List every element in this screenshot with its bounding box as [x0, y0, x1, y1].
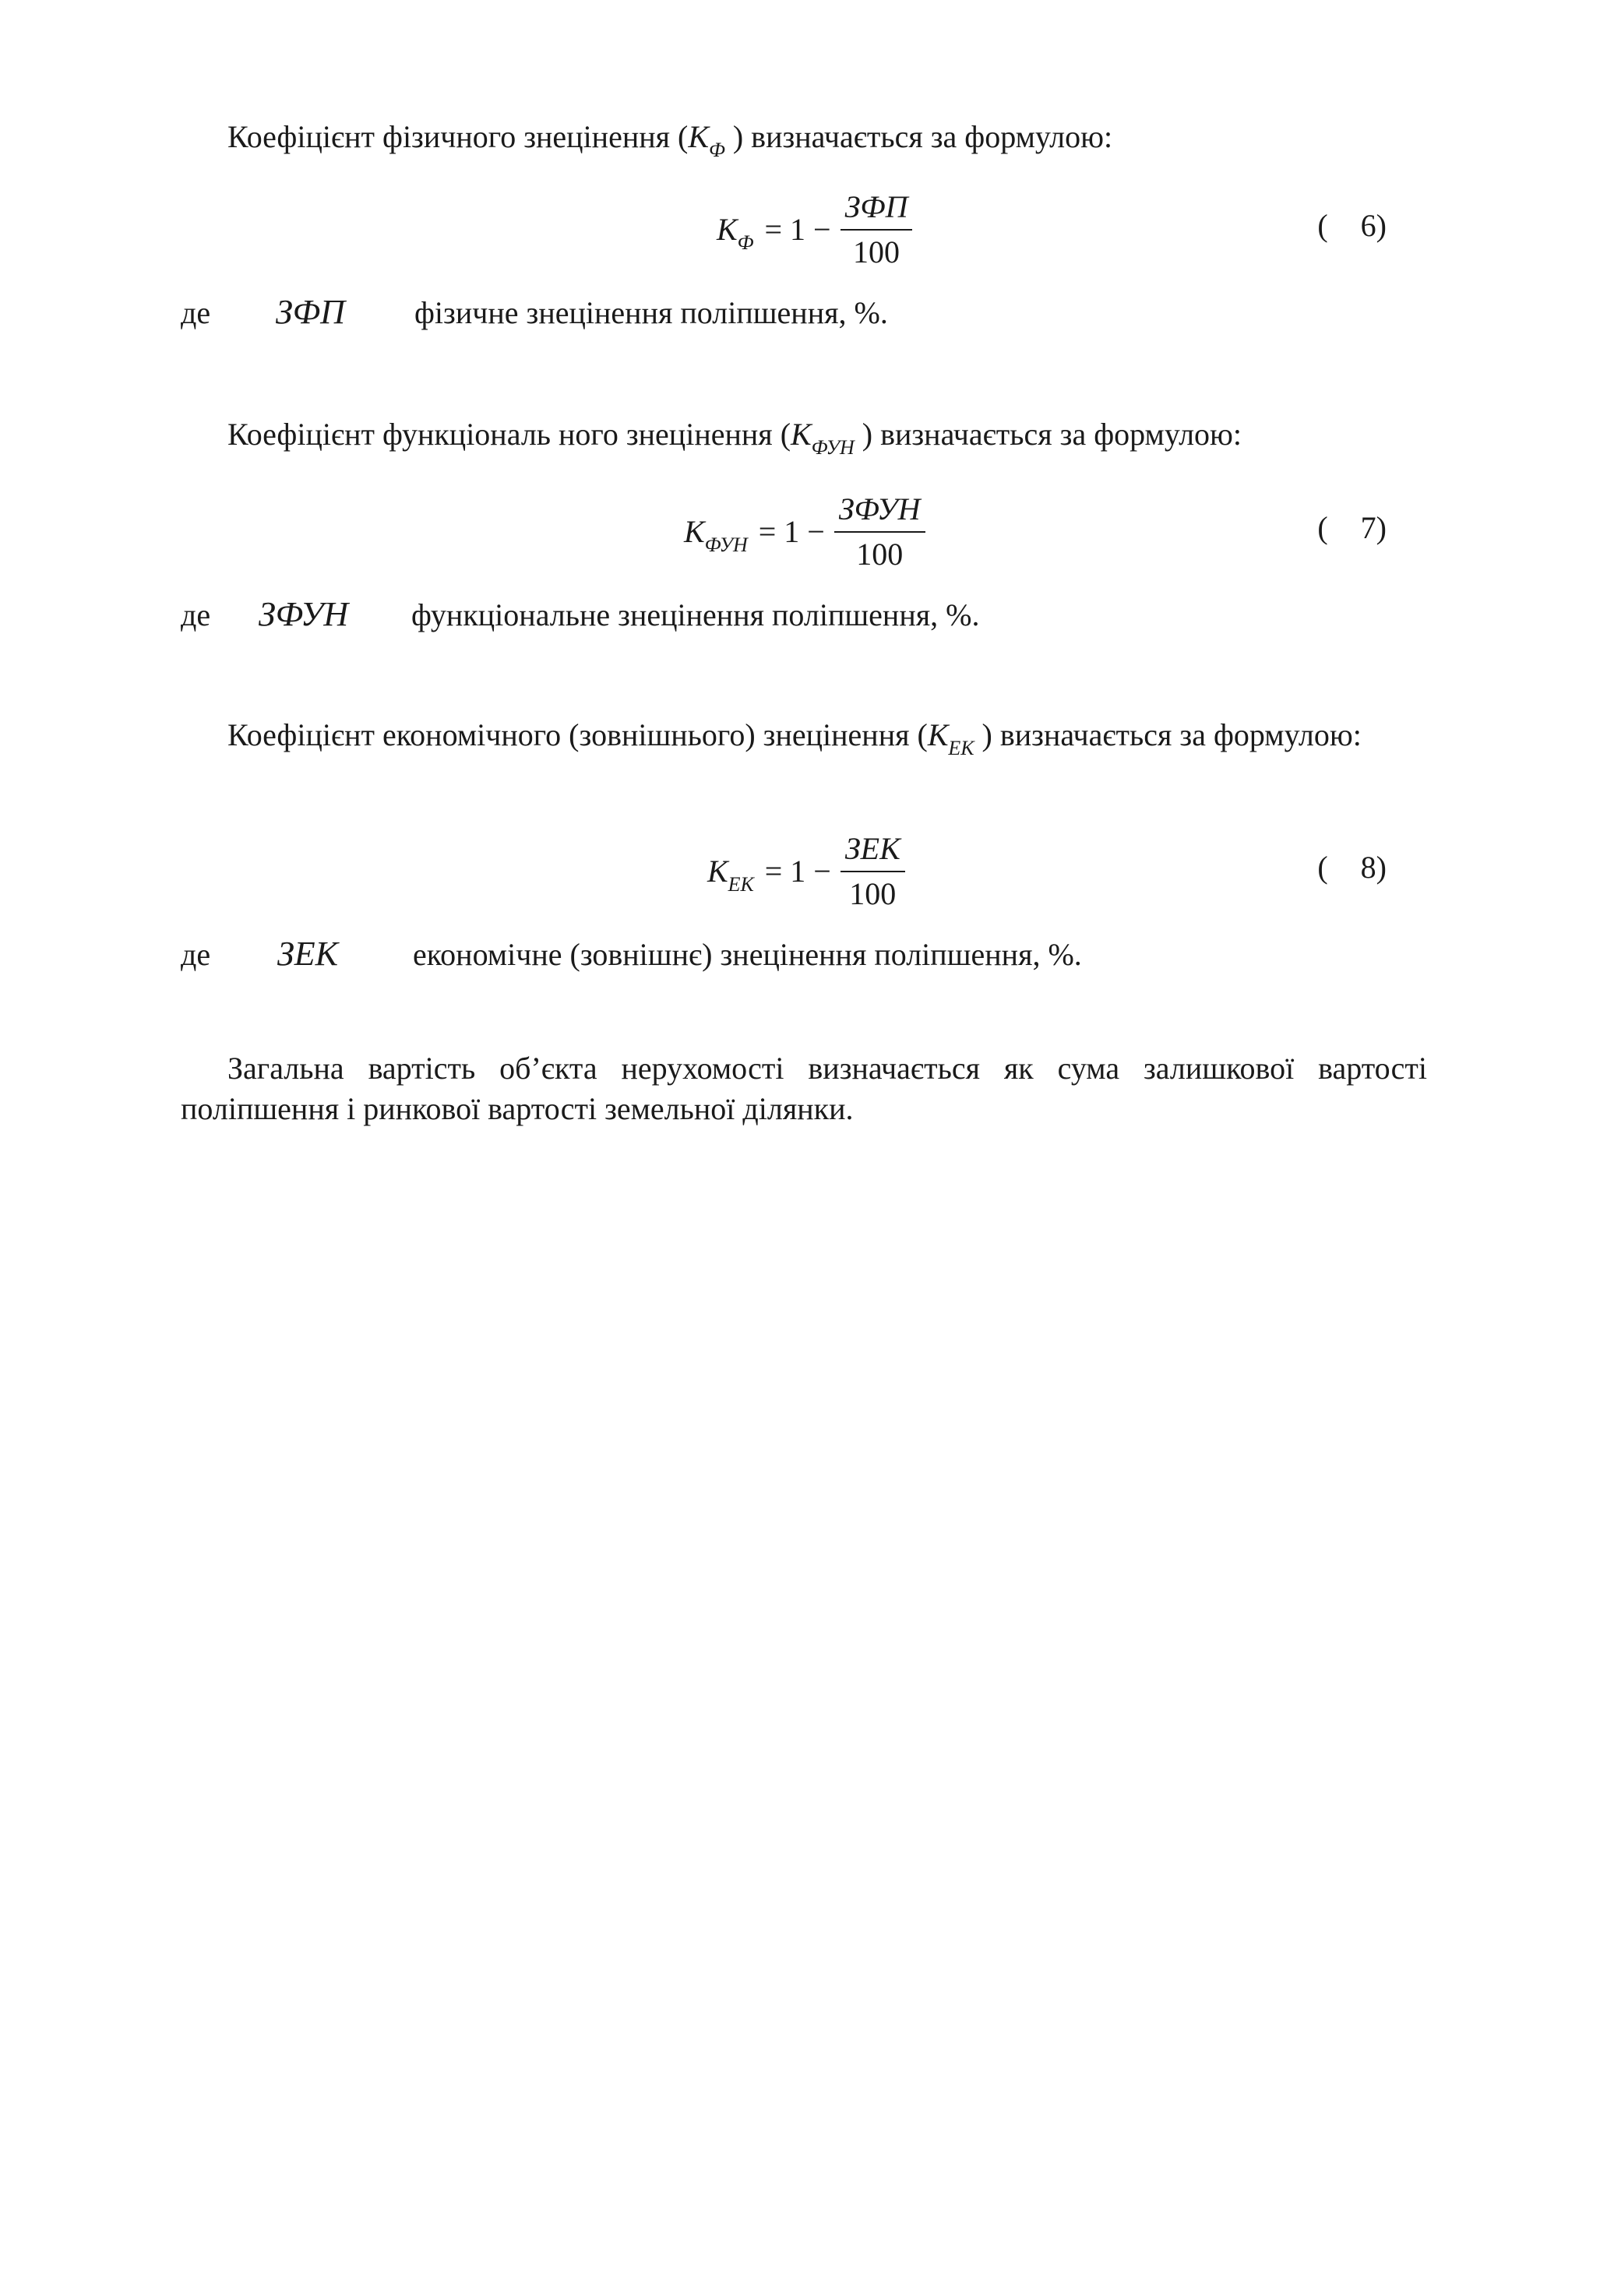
formula-8: К ЕК = 1 − $\frac{\text{ЗЕК}}{100}$	[707, 829, 905, 914]
fraction	[841, 187, 913, 273]
fraction-denominator: 100	[849, 876, 897, 911]
formula-6-row	[181, 187, 1427, 273]
intro-subscript: Ф	[708, 139, 725, 161]
where-text: фізичне знецінення поліпшення, %.	[414, 295, 888, 330]
fraction-numerator: ЗФУН	[834, 489, 925, 533]
intro-subscript: ЕК	[948, 737, 974, 759]
document-page: Коефіцієнт фізичного знецінення ($К_Ф$ ) визначається за формулою: К Ф = 1 − $\frac{\text{ЗФП}}{100}$ ( 6) де ЗФП фізичне знецінення поліпшення, %. Коефіцієнт функціональ ного знецінення ($К_{ФУН}$ ) визначається за формулою: К ФУН = 1 − $\frac{\text{ЗФУН}}{100}$ ( 7) де ЗФУН функціональне знецінення поліпшення, %. Коефіцієнт економічного (зовнішнього) знецінення ($К_{ЕК}$ ) визначається за формулою: К ЕК = 1 − $\frac{\text{ЗЕК}}{100}$ ( 8) де ЗЕК економічне (зовнішнє) знецінення поліпшення, %. Загальна вартість об’єкта нерухомості визначається як сума залишкової вартості поліпшення і ринкової вартості земельної ділянки.	[0, 0, 1607, 2296]
equation-number: ( 8)	[1317, 850, 1387, 885]
coefficient-economic-intro: Коефіцієнт економічного (зовнішнього) знецінення ($К_{ЕК}$ ) визначається за формулою:	[227, 717, 1362, 759]
where-symbol: ЗФП	[276, 293, 345, 331]
where-symbol: ЗЕК	[277, 935, 338, 973]
formula-7: К ФУН = 1 − $\frac{\text{ЗФУН}}{100}$	[684, 489, 925, 575]
fraction	[834, 489, 925, 575]
intro-symbol: К	[927, 717, 949, 752]
where-text: економічне (зовнішнє) знецінення поліпшення, %.	[413, 937, 1082, 972]
equation-number: ( 7)	[1317, 510, 1387, 545]
formula-7-row	[181, 489, 1427, 575]
formula-6: К Ф = 1 − $\frac{\text{ЗФП}}{100}$	[717, 187, 912, 273]
coefficient-functional-intro: Коефіцієнт функціональ ного знецінення ($К_{ФУН}$ ) визначається за формулою:	[227, 417, 1242, 459]
where-symbol: ЗФУН	[259, 595, 349, 633]
fraction-denominator: 100	[856, 537, 904, 572]
fraction-numerator: ЗФП	[841, 187, 913, 231]
fraction	[841, 829, 905, 914]
formula-8-row	[181, 829, 1427, 914]
conclusion-paragraph: Загальна вартість об’єкта нерухомості визначається як сума залишкової вартості поліпшення і ринкової вартості земельної ділянки.	[181, 1051, 1427, 1126]
where-text: функціональне знецінення поліпшення, %.	[411, 597, 980, 632]
intro-subscript: ФУН	[811, 436, 855, 459]
fraction-numerator: ЗЕК	[841, 829, 905, 872]
fraction-denominator: 100	[853, 234, 900, 269]
intro-symbol: К	[688, 119, 709, 154]
intro-symbol: К	[791, 417, 812, 452]
equation-number: ( 6)	[1317, 208, 1387, 243]
coefficient-physical-intro: Коефіцієнт фізичного знецінення ($К_Ф$ ) визначається за формулою:	[227, 119, 1113, 161]
